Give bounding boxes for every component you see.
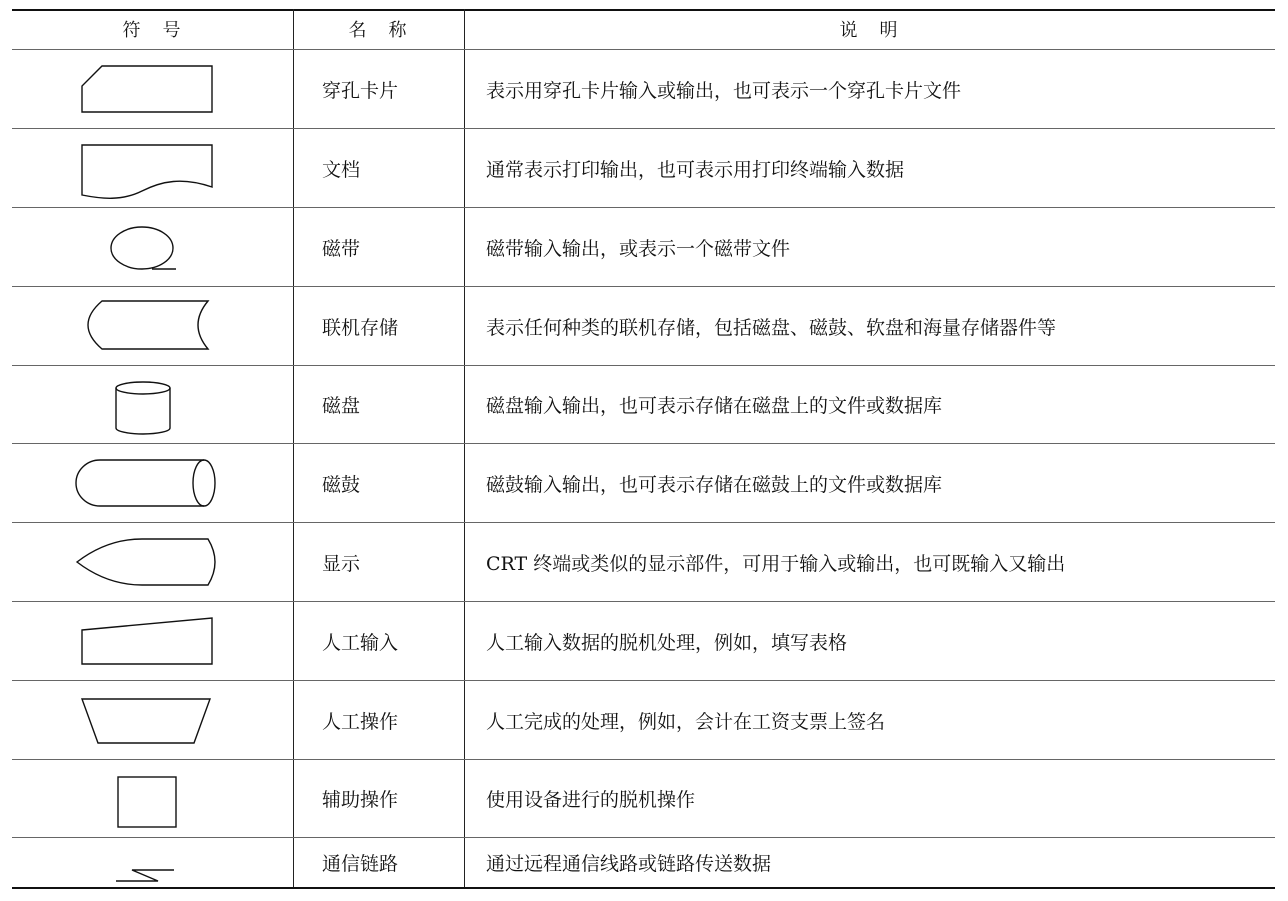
table-row <box>12 208 1275 286</box>
symbol-name: 文档 <box>322 158 361 181</box>
manual-operation-icon <box>12 681 293 759</box>
symbol-description: 磁带输入输出，或表示一个磁带文件 <box>486 237 791 260</box>
magnetic-disk-icon <box>12 366 293 443</box>
symbol-name: 显示 <box>322 552 361 575</box>
symbol-description: 表示用穿孔卡片输入或输出，也可表示一个穿孔卡片文件 <box>486 79 962 102</box>
table-row <box>12 681 1275 759</box>
communication-link-icon <box>12 838 293 887</box>
table-row <box>12 50 1275 128</box>
symbol-description: 磁盘输入输出，也可表示存储在磁盘上的文件或数据库 <box>486 395 943 417</box>
symbol-name: 磁盘 <box>322 395 361 417</box>
table-bottom-rule <box>12 887 1275 889</box>
online-storage-icon <box>12 287 293 365</box>
table-row <box>12 523 1275 601</box>
symbol-description: 通常表示打印输出，也可表示用打印终端输入数据 <box>486 158 905 181</box>
table-row <box>12 602 1275 680</box>
symbol-name: 人工操作 <box>322 710 399 733</box>
symbol-description: 磁鼓输入输出，也可表示存储在磁鼓上的文件或数据库 <box>486 473 943 496</box>
header-description: 说 明 <box>839 20 900 41</box>
table-row <box>12 366 1275 443</box>
header-symbol: 符 号 <box>122 20 183 41</box>
symbol-description: 表示任何种类的联机存储，包括磁盘、磁鼓、软盘和海量存储器件等 <box>486 316 1057 339</box>
symbol-description: 人工输入数据的脱机处理，例如，填写表格 <box>486 631 848 654</box>
punched-card-icon <box>12 50 293 128</box>
symbol-name: 辅助操作 <box>322 789 399 811</box>
symbol-description: CRT 终端或类似的显示部件，可用于输入或输出，也可既输入又输出 <box>486 552 1066 575</box>
flowchart-symbol-table <box>12 9 1275 889</box>
symbol-name: 联机存储 <box>322 316 399 339</box>
symbol-description: 通过远程通信线路或链路传送数据 <box>486 853 772 875</box>
magnetic-tape-icon <box>12 208 293 286</box>
table-row <box>12 760 1275 837</box>
table-row <box>12 287 1275 365</box>
magnetic-drum-icon <box>12 444 293 522</box>
table-row <box>12 838 1275 887</box>
manual-input-icon <box>12 602 293 680</box>
symbol-name: 通信链路 <box>322 853 399 875</box>
symbol-name: 磁鼓 <box>322 473 361 496</box>
symbol-description: 人工完成的处理，例如，会计在工资支票上签名 <box>486 710 886 733</box>
table-row <box>12 129 1275 207</box>
header-name: 名 称 <box>348 20 409 41</box>
table-row <box>12 444 1275 522</box>
symbol-description: 使用设备进行的脱机操作 <box>486 789 696 811</box>
auxiliary-operation-icon <box>12 760 293 837</box>
symbol-name: 穿孔卡片 <box>322 79 399 102</box>
display-icon <box>12 523 293 601</box>
document-icon <box>12 129 293 207</box>
symbol-name: 磁带 <box>322 237 361 260</box>
symbol-name: 人工输入 <box>322 631 399 654</box>
